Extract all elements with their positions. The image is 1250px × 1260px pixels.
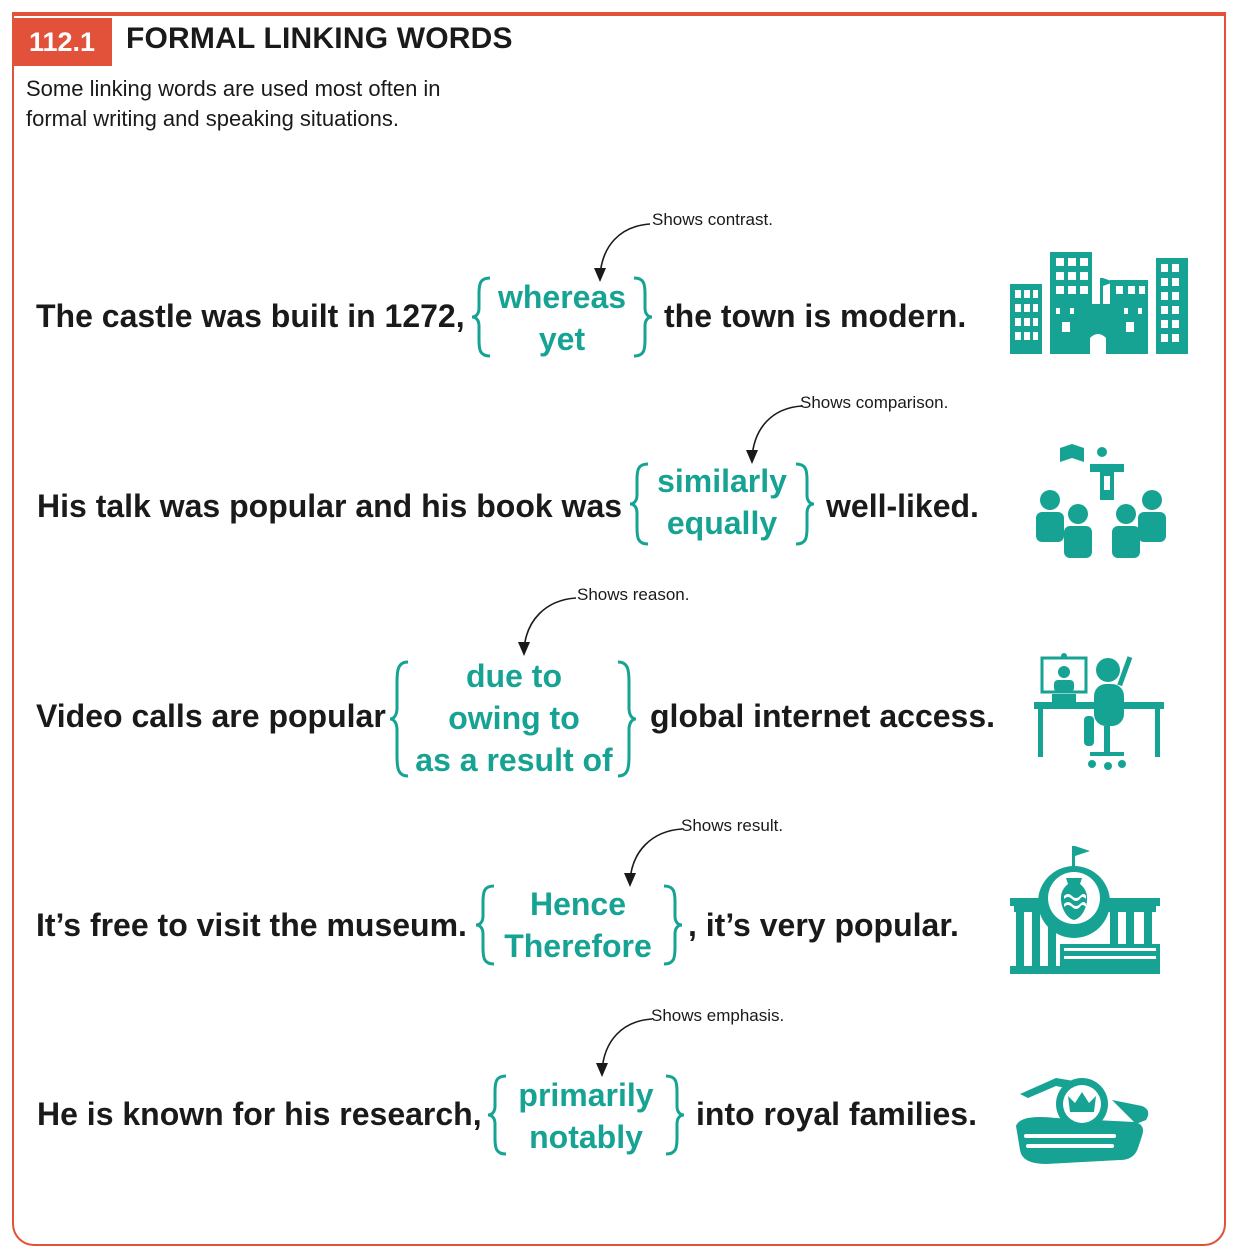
linking-word: owing to [448,700,580,736]
left-brace-icon [628,462,652,546]
left-brace-icon [486,1074,510,1156]
linking-word: whereas [497,279,627,315]
linking-word: equally [666,505,778,541]
sentence-start: Video calls are popular [36,698,386,734]
right-brace-icon [660,884,684,966]
linking-word: Therefore [504,928,652,964]
museum-vase-icon [1010,844,1160,974]
city-castle-icon [1010,252,1190,354]
section-number-badge: 112.1 [12,18,112,66]
linking-word: notably [529,1119,643,1155]
linking-words-group [496,276,628,360]
note-result: Shows result. [681,816,784,835]
left-brace-icon [470,276,494,358]
sentence-start: He is known for his research, [37,1096,482,1132]
intro-text: Some linking words are used most often in formal writing and speaking situations. [26,76,441,131]
sentence-end: well-liked. [826,488,979,524]
sentence-end: the town is modern. [664,298,967,334]
linking-word: yet [538,321,586,357]
right-brace-icon [614,660,638,778]
sentence-end: , it’s very popular. [688,907,959,943]
left-brace-icon [474,884,498,966]
note-emphasis: Shows emphasis. [651,1006,785,1025]
left-brace-icon [388,660,412,778]
sentence-start: It’s free to visit the museum. [36,907,467,943]
sentence-end: global internet access. [650,698,996,734]
sentence-start: The castle was built in 1272, [36,298,465,334]
linking-word: Hence [529,886,627,922]
arrow-icon [514,592,580,662]
linking-words-group [414,655,614,781]
crown-magnifier-icon [1016,1074,1156,1166]
linking-word: as a result of [415,742,613,778]
linking-word: primarily [518,1077,654,1113]
linking-words-group [654,460,790,544]
section-title: FORMAL LINKING WORDS [126,22,513,55]
arrow-icon [592,1013,656,1083]
right-brace-icon [662,1074,686,1156]
linking-word: due to [466,658,562,694]
video-call-desk-icon [1034,652,1166,774]
right-brace-icon [630,276,654,358]
note-contrast: Shows contrast. [652,210,773,229]
linking-words-group [512,1074,660,1158]
right-brace-icon [792,462,816,546]
sentence-start: His talk was popular and his book was [37,488,623,524]
note-reason: Shows reason. [577,585,690,604]
lecture-audience-icon [1034,442,1168,560]
linking-word: similarly [657,463,787,499]
note-comparison: Shows comparison. [800,393,949,412]
linking-words-group [500,883,656,967]
sentence-end: into royal families. [696,1096,977,1132]
